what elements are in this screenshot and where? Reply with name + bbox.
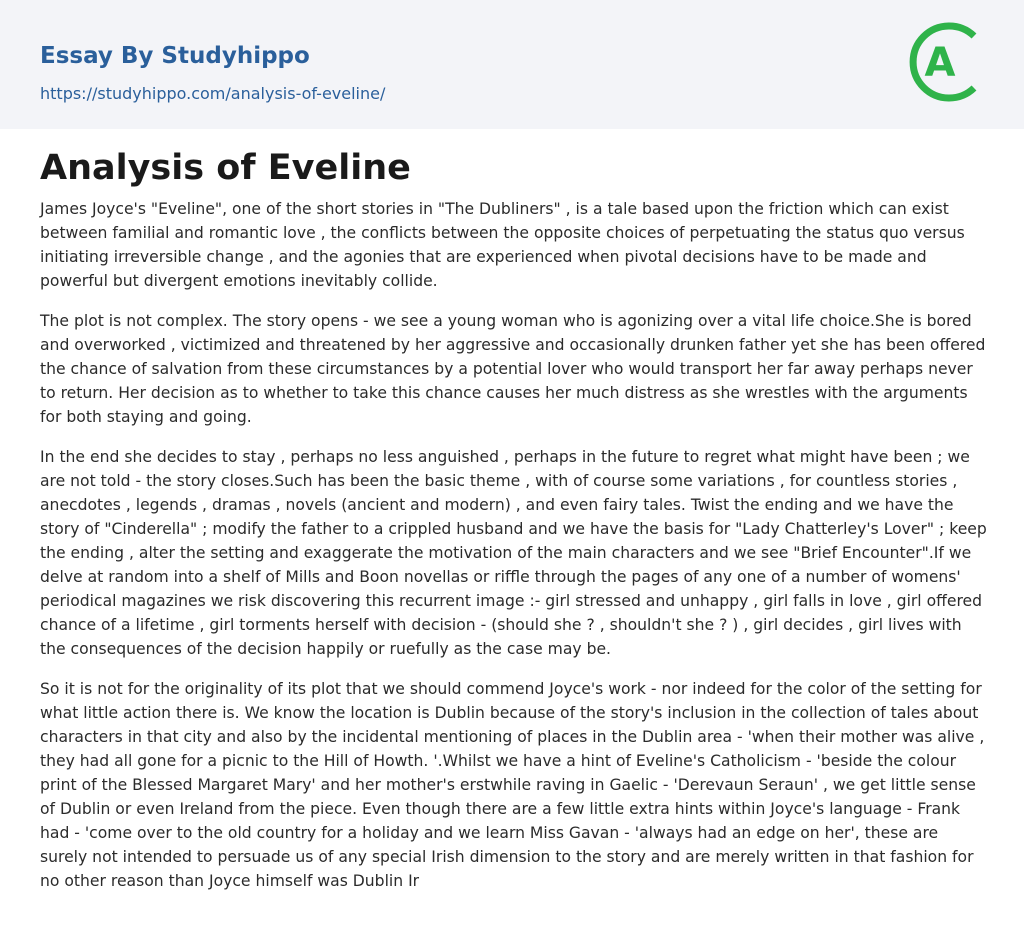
- article-paragraph-1: James Joyce's "Eveline", one of the short stories in "The Dubliners" , is a tale based upon the friction which can exist between familial and romantic love , the conflicts between the opposite choices of perpetuating the status quo versus initiating irreversible change , and the agonies that are experienced when pivotal decisions have to be made and powerful but divergent emotions inevitably collide.: [40, 200, 965, 290]
- site-title[interactable]: Essay By Studyhippo: [40, 43, 310, 69]
- article-paragraph-3: In the end she decides to stay , perhaps no less anguished , perhaps in the future to regret what might have been ; we are not told - the story closes.Such has been the basic theme , with of course some variations , for countless stories , anecdotes , legends , dramas , novels (ancient and modern) , and even fairy tales. Twist the ending and we have the story of "Cinderella" ; modify the father to a crippled husband and we have the basis for "Lady Chatterley's Lover" ; keep the ending , alter the setting and exaggerate the motivation of the main characters and we see "Brief Encounter".If we delve at random into a shelf of Mills and Boon novellas or riffle through the pages of any one of a number of womens' periodical magazines we risk discovering this recurrent image :- girl stressed and unhappy , girl falls in love , girl offered chance of a lifetime , girl torments herself with decision - (should she ? , shouldn't she ? ) , girl decides , girl lives with the consequences of the decision happily or ruefully as the case may be.: [40, 448, 987, 658]
- studyhippo-logo-icon[interactable]: [908, 18, 988, 106]
- page-title: Analysis of Eveline: [40, 148, 411, 188]
- article-paragraph-4: So it is not for the originality of its plot that we should commend Joyce's work - nor indeed for the color of the setting for what little action there is. We know the location is Dublin because of the story's inclusion in the collection of tales about characters in that city and also by the incidental mentioning of places in the Dublin area - 'when their mother was alive , they had all gone for a picnic to the Hill of Howth. '.Whilst we have a hint of Eveline's Catholicism - 'beside the colour print of the Blessed Margaret Mary' and her mother's erstwhile raving in Gaelic - 'Derevaun Seraun' , we get little sense of Dublin or even Ireland from the piece. Even though there are a few little extra hints within Joyce's language - Frank had - 'come over to the old country for a holiday and we learn Miss Gavan - 'always had an edge on her', these are surely not intended to persuade us of any special Irish dimension to the story and are merely written in that fashion for no other reason than Joyce himself was Dublin Ir: [40, 680, 985, 890]
- article-paragraph-2: The plot is not complex. The story opens - we see a young woman who is agonizing over a vital life choice.She is bored and overworked , victimized and threatened by her aggressive and occasionally drunken father yet she has been offered the chance of salvation from these circumstances by a potential lover who would transport her far away perhaps never to return. Her decision as to whether to take this chance causes her much distress as she wrestles with the arguments for both staying and going.: [40, 312, 986, 426]
- article-url-link[interactable]: https://studyhippo.com/analysis-of-eveline/: [40, 84, 386, 103]
- site-header: [0, 0, 1024, 129]
- logo-letter: A: [924, 40, 956, 86]
- article-body: [40, 145, 988, 909]
